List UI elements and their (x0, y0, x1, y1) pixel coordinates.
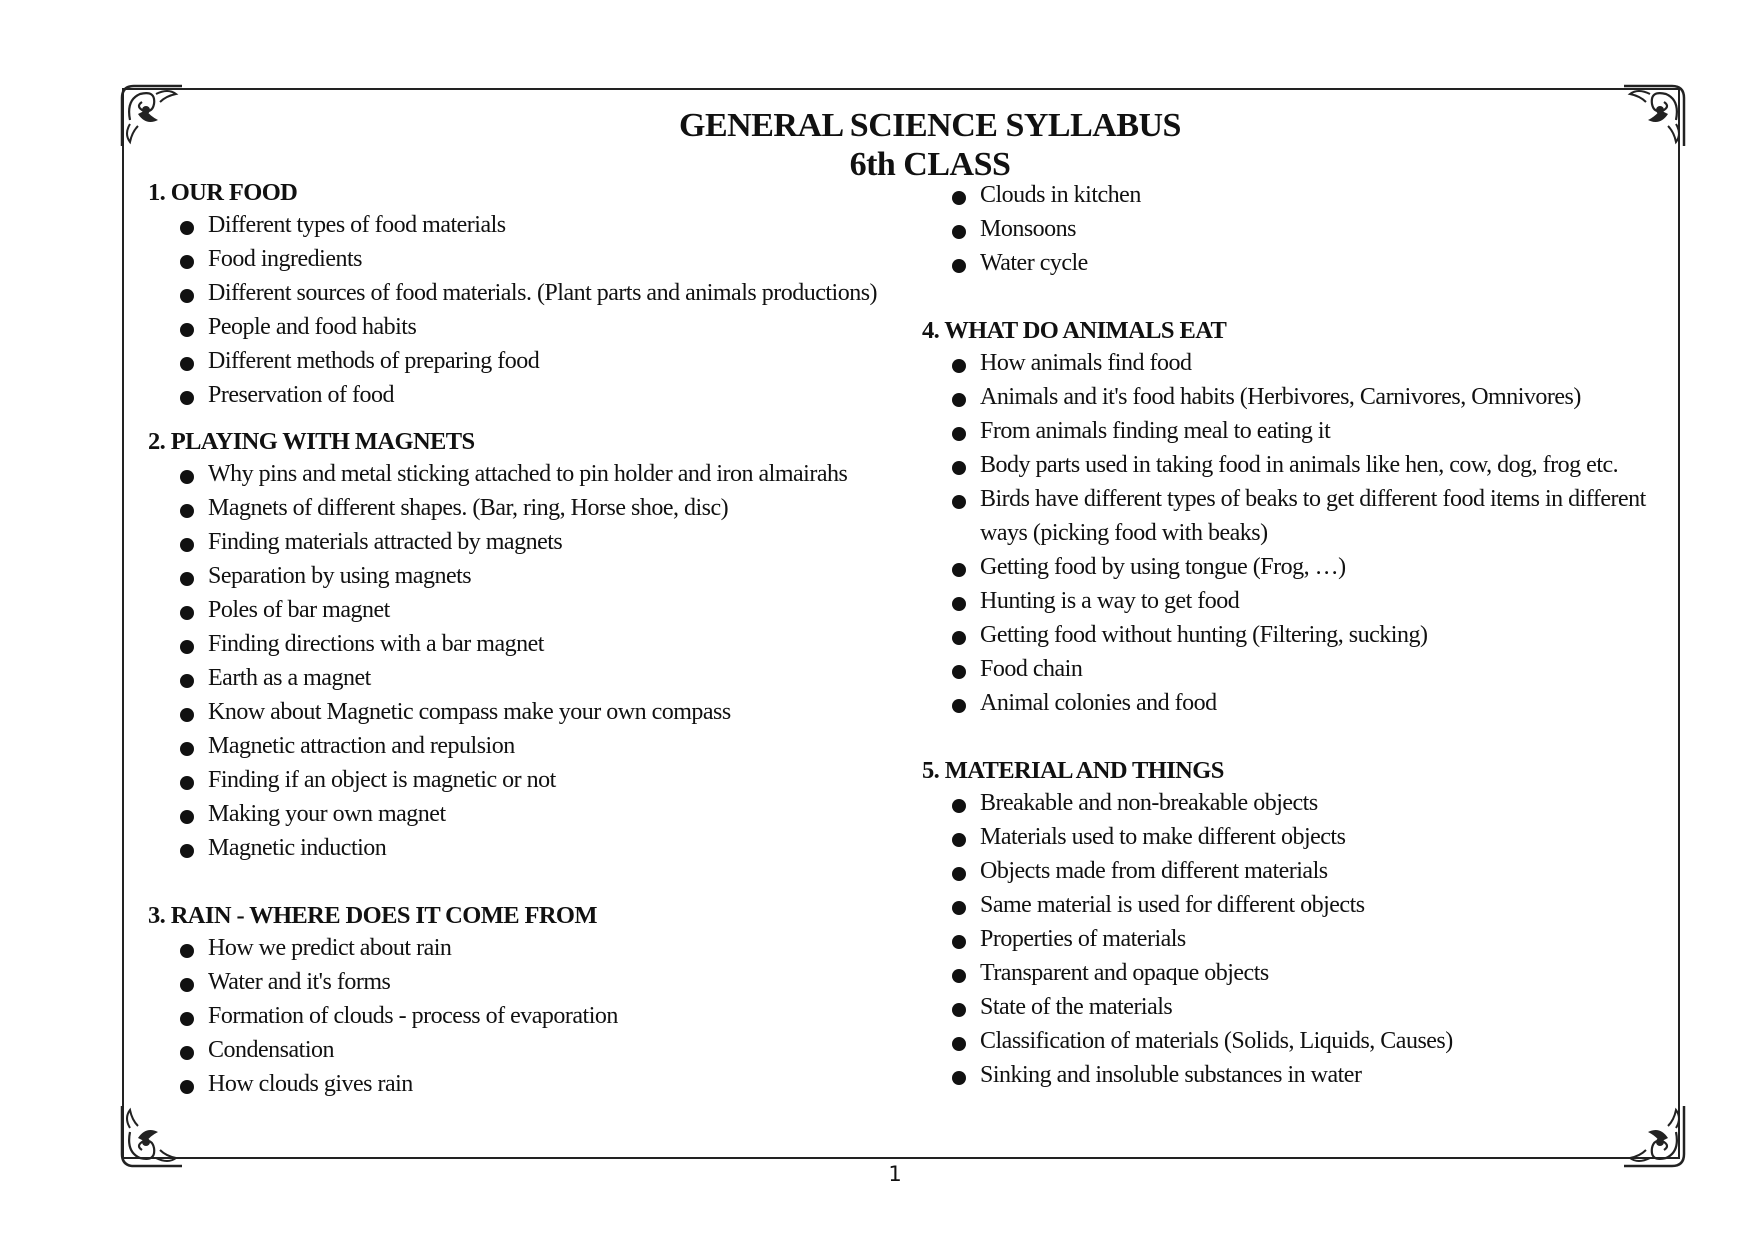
section-playing-with-magnets (148, 427, 908, 865)
list-item: Water cycle (922, 246, 1662, 280)
section-what-do-animals-eat (922, 316, 1662, 720)
list-item: Body parts used in taking food in animals like hen, cow, dog, frog etc. (922, 448, 1662, 482)
list-item: State of the materials (922, 990, 1662, 1024)
section-rain-continued (922, 178, 1662, 280)
list-item: Magnetic attraction and repulsion (148, 729, 908, 763)
list-item: Finding directions with a bar magnet (148, 627, 908, 661)
list-item: Magnetic induction (148, 831, 908, 865)
list-item: Separation by using magnets (148, 559, 908, 593)
list-item: Know about Magnetic compass make your own compass (148, 695, 908, 729)
left-column (148, 178, 908, 1101)
section-rain (148, 901, 908, 1101)
list-item: Magnets of different shapes. (Bar, ring, Horse shoe, disc) (148, 491, 908, 525)
list-item: Hunting is a way to get food (922, 584, 1662, 618)
list-item: Clouds in kitchen (922, 178, 1662, 212)
list-item: Different types of food materials (148, 208, 908, 242)
list-item: Properties of materials (922, 922, 1662, 956)
list-item: Making your own magnet (148, 797, 908, 831)
list-item: From animals finding meal to eating it (922, 414, 1662, 448)
list-item: Breakable and non-breakable objects (922, 786, 1662, 820)
list-item: How we predict about rain (148, 931, 908, 965)
section-our-food (148, 178, 908, 412)
list-item: Sinking and insoluble substances in water (922, 1058, 1662, 1092)
list-item: Classification of materials (Solids, Liquids, Causes) (922, 1024, 1662, 1058)
list-item: Animals and it's food habits (Herbivores, Carnivores, Omnivores) (922, 380, 1662, 414)
list-item: How animals find food (922, 346, 1662, 380)
item-list (922, 178, 1662, 280)
list-item: Animal colonies and food (922, 686, 1662, 720)
item-list (148, 457, 908, 865)
section-heading: 2. PLAYING WITH MAGNETS (148, 428, 475, 455)
list-item: Transparent and opaque objects (922, 956, 1662, 990)
list-item: Food chain (922, 652, 1662, 686)
item-list (922, 786, 1662, 1092)
list-item: Finding if an object is magnetic or not (148, 763, 908, 797)
list-item: Getting food without hunting (Filtering, sucking) (922, 618, 1662, 652)
page-number: 1 (888, 1162, 902, 1186)
list-item: Getting food by using tongue (Frog, …) (922, 550, 1662, 584)
section-heading: 1. OUR FOOD (148, 179, 298, 206)
list-item: Food ingredients (148, 242, 908, 276)
list-item: Birds have different types of beaks to get different food items in different ways (picking food with beaks) (922, 482, 1662, 550)
list-item: Earth as a magnet (148, 661, 908, 695)
list-item: Water and it's forms (148, 965, 908, 999)
page-title: GENERAL SCIENCE SYLLABUS (679, 107, 1181, 144)
list-item: Condensation (148, 1033, 908, 1067)
section-heading: 4. WHAT DO ANIMALS EAT (922, 317, 1227, 344)
list-item: People and food habits (148, 310, 908, 344)
list-item: Preservation of food (148, 378, 908, 412)
list-item: Different methods of preparing food (148, 344, 908, 378)
item-list (922, 346, 1662, 720)
list-item: Different sources of food materials. (Plant parts and animals productions) (148, 276, 908, 310)
item-list (148, 208, 908, 412)
right-column (922, 178, 1662, 1092)
list-item: Finding materials attracted by magnets (148, 525, 908, 559)
list-item: Same material is used for different objects (922, 888, 1662, 922)
list-item: How clouds gives rain (148, 1067, 908, 1101)
item-list (148, 931, 908, 1101)
section-material-and-things (922, 756, 1662, 1092)
list-item: Objects made from different materials (922, 854, 1662, 888)
list-item: Monsoons (922, 212, 1662, 246)
list-item: Poles of bar magnet (148, 593, 908, 627)
list-item: Materials used to make different objects (922, 820, 1662, 854)
list-item: Formation of clouds - process of evaporation (148, 999, 908, 1033)
page-subtitle: 6th CLASS (849, 146, 1011, 183)
list-item: Why pins and metal sticking attached to pin holder and iron almairahs (148, 457, 908, 491)
section-heading: 5. MATERIAL AND THINGS (922, 757, 1224, 784)
section-heading: 3. RAIN - WHERE DOES IT COME FROM (148, 902, 597, 929)
